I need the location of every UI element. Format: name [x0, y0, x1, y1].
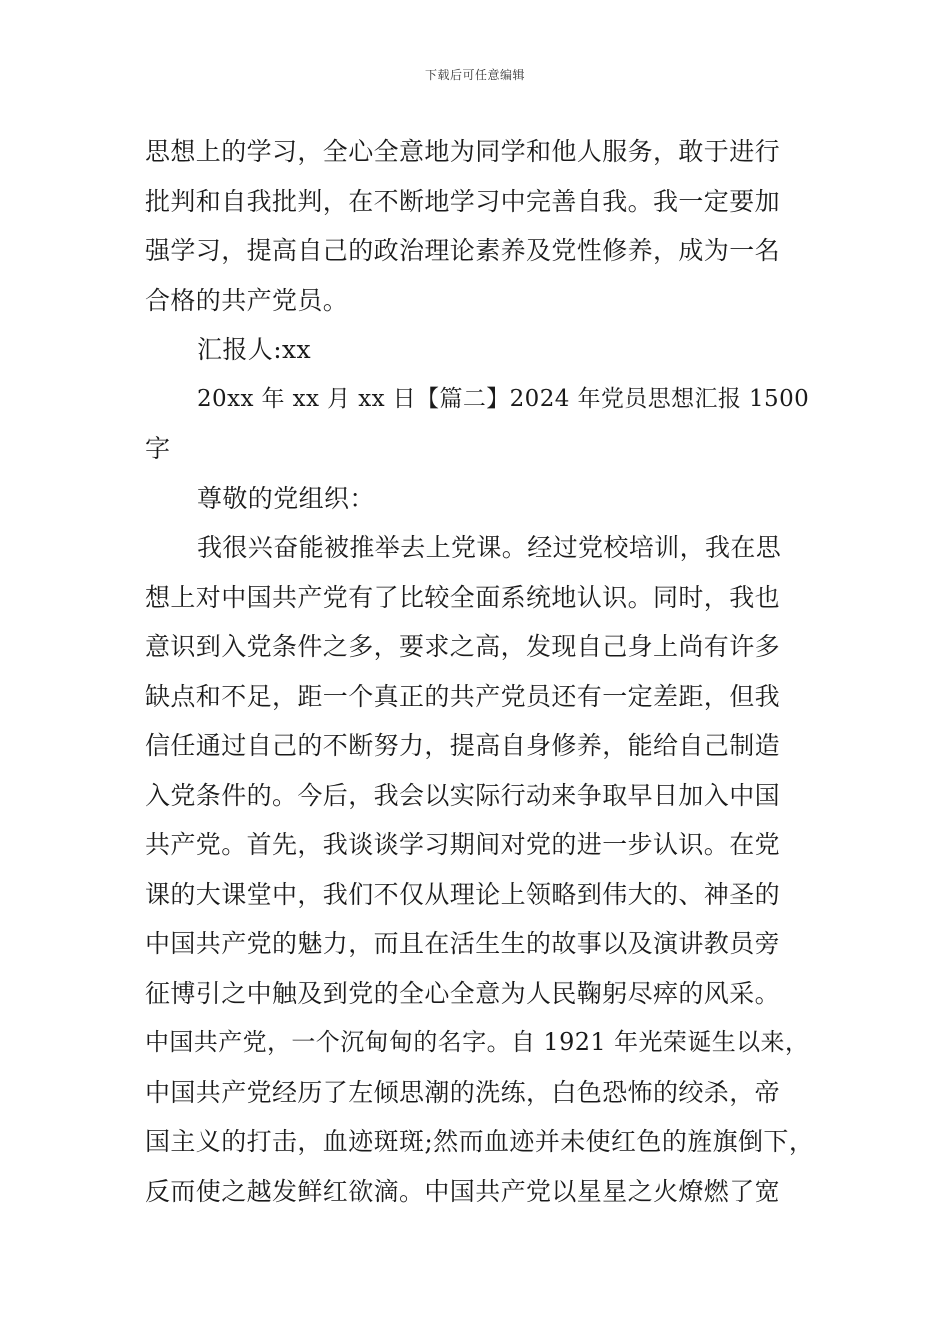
text-line: 入党条件的。今后，我会以实际行动来争取早日加入中国 [145, 780, 781, 810]
text-line: 合格的共产党员。 [145, 285, 349, 315]
text-line: 缺点和不足，距一个真正的共产党员还有一定差距，但我 [145, 681, 781, 711]
text-line: 思想上的学习，全心全意地为同学和他人服务，敢于进行 [145, 137, 781, 166]
text-line: 信任通过自己的不断努力，提高自身修养，能给自己制造 [145, 731, 781, 760]
text-line: 强学习，提高自己的政治理论素养及党性修养，成为一名 [145, 236, 781, 265]
text-line: 反而使之越发鲜红欲滴。中国共产党以星星之火燎燃了宽 [145, 1176, 781, 1206]
document-body [145, 127, 815, 1216]
text-line: 中国共产党经历了左倾思潮的洗练，白色恐怖的绞杀，帝 [145, 1077, 781, 1107]
text-line: 尊敬的党组织： [197, 483, 375, 513]
text-line: 我很兴奋能被推举去上党课。经过党校培训，我在思 [197, 533, 782, 562]
text-line: 汇报人:xx [197, 335, 312, 364]
text-line: 想上对中国共产党有了比较全面系统地认识。同时，我也 [145, 582, 781, 612]
text-line: 中国共产党，一个沉甸甸的名字。自 1921 年光荣诞生以来， [145, 1028, 810, 1056]
text-line: 意识到入党条件之多，要求之高，发现自己身上尚有许多 [145, 632, 781, 661]
text-line: 批判和自我批判，在不断地学习中完善自我。我一定要加 [145, 186, 781, 216]
page-header: 下载后可任意编辑 [424, 68, 525, 82]
text-line: 征博引之中触及到党的全心全意为人民鞠躬尽瘁的风采。 [145, 978, 781, 1008]
text-line: 字 [145, 434, 171, 463]
text-line: 共产党。首先，我谈谈学习期间对党的进一步认识。在党 [145, 830, 781, 859]
text-line: 国主义的打击，血迹斑斑;然而血迹并未使红色的旌旗倒下， [145, 1127, 815, 1156]
text-line: 20xx 年 xx 月 xx 日【篇二】2024 年党员思想汇报 1500 [197, 385, 810, 412]
text-line: 中国共产党的魅力，而且在活生生的故事以及演讲教员旁 [145, 929, 781, 958]
text-line: 课的大课堂中，我们不仅从理论上领略到伟大的、神圣的 [145, 879, 781, 909]
